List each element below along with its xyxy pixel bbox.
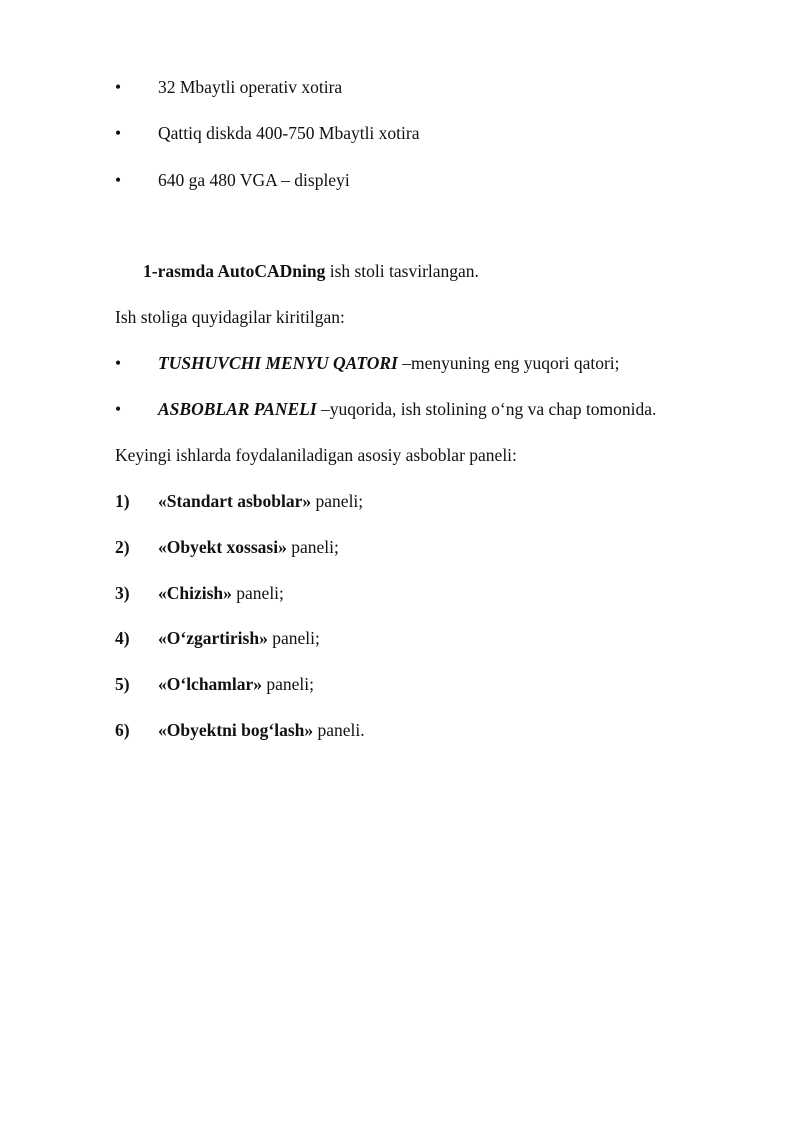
panel-suffix: paneli;	[311, 491, 364, 511]
list-item-text: 640 ga 480 VGA – displeyi	[158, 170, 350, 190]
intro-paragraph	[0, 305, 800, 329]
bullet-marker: •	[115, 77, 122, 97]
bullet-marker: •	[115, 170, 122, 190]
figure-caption-bold: 1-rasmda AutoCADning	[143, 261, 326, 281]
item-number: 6)	[115, 720, 130, 740]
item-number: 4)	[115, 628, 130, 648]
item-number: 5)	[115, 674, 130, 694]
panels-intro-text: Keyingi ishlarda foydalaniladigan asosiy asboblar paneli:	[115, 445, 517, 465]
panel-suffix: paneli;	[262, 674, 315, 694]
numbered-item	[0, 626, 800, 650]
numbered-item	[0, 718, 800, 742]
element-desc: –menyuning eng yuqori qatori;	[397, 353, 620, 373]
intro-text: Ish stoliga quyidagilar kiritilgan:	[115, 307, 345, 327]
panel-suffix: paneli;	[286, 537, 339, 557]
list-item-text: Qattiq diskda 400-750 Mbaytli xotira	[158, 123, 420, 143]
list-item	[0, 397, 800, 421]
item-number: 1)	[115, 491, 130, 511]
item-number: 2)	[115, 537, 130, 557]
panel-suffix: paneli;	[267, 628, 320, 648]
numbered-item	[0, 672, 800, 696]
numbered-item	[0, 489, 800, 513]
item-number: 3)	[115, 583, 130, 603]
element-desc: –yuqorida, ish stolining o‘ng va chap tomonida.	[316, 399, 657, 419]
panel-name: «O‘zgartirish»	[158, 628, 268, 648]
panel-name: «Standart asboblar»	[158, 491, 312, 511]
panel-name: «Obyekt xossasi»	[158, 537, 287, 557]
figure-caption-text: ish stoli tasvirlangan.	[325, 261, 479, 281]
element-term: TUSHUVCHI MENYU QATORI	[158, 353, 398, 373]
figure-caption	[0, 259, 800, 283]
bullet-marker: •	[115, 123, 122, 143]
list-item	[0, 351, 800, 375]
list-item	[0, 75, 800, 99]
list-item-text: 32 Mbaytli operativ xotira	[158, 77, 343, 97]
bullet-marker: •	[115, 399, 122, 419]
numbered-item	[0, 581, 800, 605]
list-item	[0, 168, 800, 192]
panel-name: «Obyektni bog‘lash»	[158, 720, 314, 740]
panel-name: «Chizish»	[158, 583, 232, 603]
element-term: ASBOBLAR PANELI	[158, 399, 317, 419]
panels-intro-paragraph	[0, 443, 800, 467]
panel-suffix: paneli;	[231, 583, 284, 603]
numbered-item	[0, 535, 800, 559]
bullet-marker: •	[115, 353, 122, 373]
panel-suffix: paneli.	[313, 720, 365, 740]
list-item	[0, 121, 800, 145]
panel-name: «O‘lchamlar»	[158, 674, 263, 694]
